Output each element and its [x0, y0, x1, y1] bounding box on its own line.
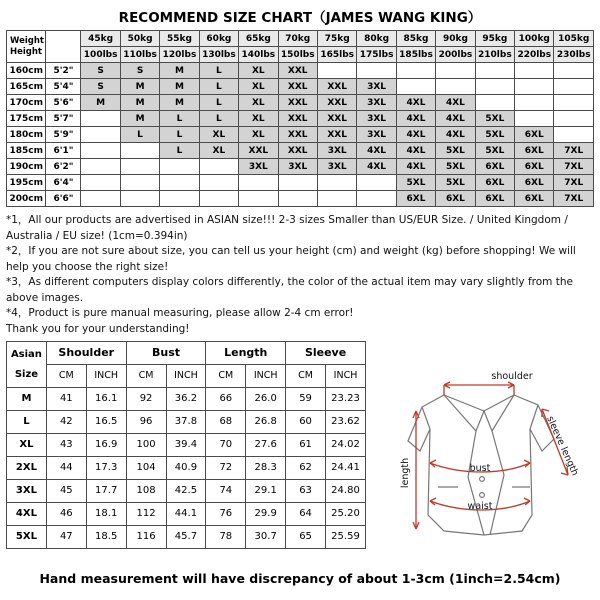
- measure-value: 43: [46, 434, 86, 457]
- size-cell: XXL: [317, 79, 356, 95]
- height-ft-3: 5'7": [46, 111, 81, 127]
- table-row: [7, 63, 594, 79]
- size-cell: 4XL: [436, 95, 475, 111]
- measure-unit-6: CM: [286, 365, 326, 388]
- measure-value: 60: [286, 411, 326, 434]
- size-cell: [199, 191, 238, 207]
- measure-value: 59: [286, 388, 326, 411]
- measure-unit-5: INCH: [246, 365, 286, 388]
- size-cell: [396, 63, 435, 79]
- measure-value: 29.9: [246, 503, 286, 526]
- size-cell: 4XL: [396, 159, 435, 175]
- size-cell: [81, 143, 120, 159]
- size-cell: L: [160, 127, 199, 143]
- size-cell: S: [120, 63, 159, 79]
- size-cell: [554, 63, 594, 79]
- size-cell: 6XL: [475, 175, 514, 191]
- size-cell: L: [199, 79, 238, 95]
- size-cell: 4XL: [396, 127, 435, 143]
- measure-group-2: Length: [206, 342, 286, 365]
- corner-height-label: Height: [10, 46, 42, 57]
- corner-header: [7, 31, 46, 63]
- measure-value: 27.6: [246, 434, 286, 457]
- measure-size: 3XL: [7, 480, 47, 503]
- measure-value: 45.7: [166, 526, 206, 549]
- size-cell: 3XL: [357, 79, 396, 95]
- size-cell: XL: [239, 95, 278, 111]
- size-cell: [317, 175, 356, 191]
- measure-value: 23.62: [326, 411, 366, 434]
- measure-value: 46: [46, 503, 86, 526]
- measure-value: 42: [46, 411, 86, 434]
- size-cell: 3XL: [317, 159, 356, 175]
- table-row: [7, 111, 594, 127]
- size-cell: M: [160, 63, 199, 79]
- weights-kg-row: [7, 31, 594, 47]
- measure-size: M: [7, 388, 47, 411]
- table-row: [7, 143, 594, 159]
- size-cell: 3XL: [357, 111, 396, 127]
- size-cell: 5XL: [436, 175, 475, 191]
- measure-value: 44.1: [166, 503, 206, 526]
- size-cell: S: [81, 79, 120, 95]
- measure-unit-0: CM: [46, 365, 86, 388]
- measure-value: 24.02: [326, 434, 366, 457]
- measure-group-0: Shoulder: [46, 342, 126, 365]
- note-thanks: Thank you for your understanding!: [6, 322, 190, 335]
- height-cm-6: 190cm: [7, 159, 46, 175]
- height-ft-0: 5'2": [46, 63, 81, 79]
- size-cell: 4XL: [396, 111, 435, 127]
- size-cell: M: [120, 79, 159, 95]
- diagram-length-label: length: [400, 457, 411, 489]
- weight-kg-6: 75kg: [317, 31, 356, 47]
- measure-value: 28.3: [246, 457, 286, 480]
- size-cell: XL: [239, 127, 278, 143]
- measure-value: 26.0: [246, 388, 286, 411]
- measure-value: 116: [126, 526, 166, 549]
- size-cell: [120, 159, 159, 175]
- measure-value: 100: [126, 434, 166, 457]
- size-cell: M: [160, 95, 199, 111]
- height-cm-4: 180cm: [7, 127, 46, 143]
- size-cell: 7XL: [554, 191, 594, 207]
- measure-unit-1: INCH: [86, 365, 126, 388]
- size-cell: [357, 191, 396, 207]
- size-cell: [120, 191, 159, 207]
- footer-note: Hand measurement will have discrepancy of about 1-3cm (1inch=2.54cm): [39, 571, 561, 586]
- note-3: *3，As different computers display colors differently, the color of the actual item may vary slightly from the above images.: [6, 276, 573, 304]
- weight-lbs-5: 150lbs: [278, 47, 317, 63]
- weight-lbs-7: 175lbs: [357, 47, 396, 63]
- recommend-size-table: [6, 30, 594, 207]
- size-table-body: [7, 31, 594, 207]
- measure-value: 68: [206, 411, 246, 434]
- page-title: RECOMMEND SIZE CHART（JAMES WANG KING）: [118, 10, 482, 26]
- height-ft-6: 6'2": [46, 159, 81, 175]
- measure-unit-4: CM: [206, 365, 246, 388]
- size-cell: L: [120, 127, 159, 143]
- size-cell: [81, 159, 120, 175]
- measure-value: 36.2: [166, 388, 206, 411]
- size-cell: XL: [239, 63, 278, 79]
- height-ft-1: 5'4": [46, 79, 81, 95]
- size-cell: 5XL: [396, 175, 435, 191]
- size-cell: L: [199, 111, 238, 127]
- size-cell: 6XL: [515, 191, 554, 207]
- size-cell: 6XL: [396, 191, 435, 207]
- size-cell: [278, 191, 317, 207]
- measure-group-3: Sleeve: [286, 342, 366, 365]
- size-cell: [475, 95, 514, 111]
- size-cell: S: [81, 63, 120, 79]
- size-cell: M: [120, 111, 159, 127]
- measure-value: 24.80: [326, 480, 366, 503]
- measure-value: 108: [126, 480, 166, 503]
- size-cell: 4XL: [396, 95, 435, 111]
- size-cell: 6XL: [515, 143, 554, 159]
- size-cell: 3XL: [278, 159, 317, 175]
- measure-size: XL: [7, 434, 47, 457]
- note-4: *4，Product is pure manual measuring, please allow 2-4 cm error!: [6, 307, 354, 319]
- table-row: [7, 503, 366, 526]
- measure-value: 18.1: [86, 503, 126, 526]
- table-row: [7, 175, 594, 191]
- size-cell: 4XL: [436, 111, 475, 127]
- diagram-sleeve-label: sleeve length: [544, 414, 581, 478]
- measure-value: 65: [286, 526, 326, 549]
- asian-size-header: Asian Size: [7, 342, 47, 388]
- size-cell: [160, 175, 199, 191]
- measure-value: 40.9: [166, 457, 206, 480]
- measure-value: 18.5: [86, 526, 126, 549]
- measure-value: 25.59: [326, 526, 366, 549]
- table-row: [7, 79, 594, 95]
- measure-value: 78: [206, 526, 246, 549]
- size-cell: 6XL: [515, 159, 554, 175]
- size-cell: XXL: [317, 95, 356, 111]
- size-cell: 7XL: [554, 159, 594, 175]
- table-row: [7, 411, 366, 434]
- weights-lbs-row: [7, 47, 594, 63]
- measure-value: 44: [46, 457, 86, 480]
- size-cell: [475, 79, 514, 95]
- size-cell: 7XL: [554, 175, 594, 191]
- size-cell: [554, 127, 594, 143]
- measure-size: 4XL: [7, 503, 47, 526]
- height-ft-8: 6'6": [46, 191, 81, 207]
- measure-value: 64: [286, 503, 326, 526]
- size-cell: XXL: [278, 143, 317, 159]
- size-cell: 6XL: [436, 191, 475, 207]
- size-cell: M: [120, 95, 159, 111]
- measure-value: 70: [206, 434, 246, 457]
- height-ft-4: 5'9": [46, 127, 81, 143]
- size-cell: [515, 111, 554, 127]
- size-cell: [199, 175, 238, 191]
- measure-value: 16.5: [86, 411, 126, 434]
- weight-kg-11: 100kg: [515, 31, 554, 47]
- measure-value: 66: [206, 388, 246, 411]
- size-cell: XXL: [278, 79, 317, 95]
- measure-value: 63: [286, 480, 326, 503]
- measure-value: 37.8: [166, 411, 206, 434]
- height-cm-0: 160cm: [7, 63, 46, 79]
- measurement-table: [6, 341, 366, 549]
- weight-lbs-1: 110lbs: [120, 47, 159, 63]
- weight-kg-9: 90kg: [436, 31, 475, 47]
- measure-value: 47: [46, 526, 86, 549]
- size-cell: [239, 191, 278, 207]
- size-cell: [81, 127, 120, 143]
- size-cell: 5XL: [436, 143, 475, 159]
- weight-kg-8: 85kg: [396, 31, 435, 47]
- lower-section: [6, 341, 594, 565]
- table-row: [7, 388, 366, 411]
- size-cell: [554, 95, 594, 111]
- weight-kg-12: 105kg: [554, 31, 594, 47]
- corner-weight-label: Weight: [10, 35, 44, 46]
- size-cell: [515, 95, 554, 111]
- weight-kg-1: 50kg: [120, 31, 159, 47]
- measure-size: 5XL: [7, 526, 47, 549]
- size-cell: [120, 143, 159, 159]
- table-row: [7, 127, 594, 143]
- measure-unit-3: INCH: [166, 365, 206, 388]
- measure-value: 62: [286, 457, 326, 480]
- weight-kg-2: 55kg: [160, 31, 199, 47]
- size-cell: 6XL: [515, 127, 554, 143]
- height-cm-8: 200cm: [7, 191, 46, 207]
- table-row: [7, 191, 594, 207]
- size-cell: XL: [199, 127, 238, 143]
- table-row: [7, 480, 366, 503]
- size-cell: 6XL: [515, 175, 554, 191]
- measure-value: 39.4: [166, 434, 206, 457]
- height-ft-7: 6'4": [46, 175, 81, 191]
- size-cell: XXL: [317, 127, 356, 143]
- weight-lbs-0: 100lbs: [81, 47, 120, 63]
- height-cm-1: 165cm: [7, 79, 46, 95]
- measure-value: 17.7: [86, 480, 126, 503]
- size-cell: M: [160, 79, 199, 95]
- weight-lbs-9: 200lbs: [436, 47, 475, 63]
- size-cell: 5XL: [475, 143, 514, 159]
- weight-kg-3: 60kg: [199, 31, 238, 47]
- measure-value: 25.20: [326, 503, 366, 526]
- measure-value: 26.8: [246, 411, 286, 434]
- size-cell: [239, 175, 278, 191]
- measure-group-1: Bust: [126, 342, 206, 365]
- size-cell: L: [199, 95, 238, 111]
- weight-kg-4: 65kg: [239, 31, 278, 47]
- measure-value: 76: [206, 503, 246, 526]
- size-cell: [554, 111, 594, 127]
- size-cell: [160, 159, 199, 175]
- measure-value: 61: [286, 434, 326, 457]
- size-cell: 6XL: [475, 191, 514, 207]
- size-cell: 4XL: [357, 159, 396, 175]
- note-1: *1，All our products are advertised in ASIAN size!!! 2-3 sizes Smaller than US/EUR Size. / United Kingdom / Australia / EU size! (1cm=0.394in): [6, 214, 568, 242]
- size-cell: XXL: [278, 111, 317, 127]
- diagram-shoulder-label: shoulder: [491, 371, 533, 382]
- weight-lbs-3: 130lbs: [199, 47, 238, 63]
- size-cell: XL: [199, 143, 238, 159]
- jacket-illustration: [372, 355, 590, 565]
- height-ft-2: 5'6": [46, 95, 81, 111]
- garment-diagram: [372, 355, 590, 565]
- measure-value: 41: [46, 388, 86, 411]
- size-cell: [396, 79, 435, 95]
- measure-size: 2XL: [7, 457, 47, 480]
- measure-value: 17.3: [86, 457, 126, 480]
- note-2: *2，If you are not sure about size, you can tell us your height (cm) and weight (kg) before shopping! We will help you choose the right size!: [6, 245, 576, 273]
- size-cell: XXL: [278, 95, 317, 111]
- weight-kg-10: 95kg: [475, 31, 514, 47]
- size-cell: L: [160, 111, 199, 127]
- size-cell: [120, 175, 159, 191]
- size-cell: [81, 175, 120, 191]
- size-cell: 3XL: [357, 95, 396, 111]
- weight-lbs-8: 185lbs: [396, 47, 435, 63]
- measure-value: 112: [126, 503, 166, 526]
- size-cell: L: [160, 143, 199, 159]
- height-cm-2: 170cm: [7, 95, 46, 111]
- measure-value: 72: [206, 457, 246, 480]
- table-row: [7, 434, 366, 457]
- size-cell: 3XL: [317, 143, 356, 159]
- size-cell: XXL: [278, 63, 317, 79]
- measure-value: 23.23: [326, 388, 366, 411]
- measurement-table-body: [7, 342, 366, 549]
- size-cell: 5XL: [436, 159, 475, 175]
- size-cell: XXL: [317, 111, 356, 127]
- weight-kg-7: 80kg: [357, 31, 396, 47]
- height-ft-5: 6'1": [46, 143, 81, 159]
- size-cell: [81, 111, 120, 127]
- size-cell: XL: [239, 111, 278, 127]
- weight-lbs-6: 165lbs: [317, 47, 356, 63]
- feet-col-header: [46, 31, 81, 63]
- weight-lbs-11: 220lbs: [515, 47, 554, 63]
- weight-lbs-10: 210lbs: [475, 47, 514, 63]
- size-cell: [515, 63, 554, 79]
- size-cell: [199, 159, 238, 175]
- size-cell: 4XL: [396, 143, 435, 159]
- size-cell: XXL: [239, 143, 278, 159]
- measure-value: 24.41: [326, 457, 366, 480]
- size-cell: 4XL: [436, 127, 475, 143]
- measure-value: 30.7: [246, 526, 286, 549]
- measure-unit-row: [7, 365, 366, 388]
- size-cell: 6XL: [475, 159, 514, 175]
- weight-lbs-12: 230lbs: [554, 47, 594, 63]
- size-cell: L: [199, 63, 238, 79]
- height-cm-7: 195cm: [7, 175, 46, 191]
- measure-group-row: [7, 342, 366, 365]
- table-row: [7, 159, 594, 175]
- weight-lbs-4: 140lbs: [239, 47, 278, 63]
- size-cell: [81, 191, 120, 207]
- size-cell: [554, 79, 594, 95]
- measure-value: 104: [126, 457, 166, 480]
- size-cell: [515, 79, 554, 95]
- size-cell: 4XL: [357, 143, 396, 159]
- size-cell: 5XL: [475, 127, 514, 143]
- height-cm-3: 175cm: [7, 111, 46, 127]
- weight-kg-0: 45kg: [81, 31, 120, 47]
- size-cell: 3XL: [239, 159, 278, 175]
- measure-value: 96: [126, 411, 166, 434]
- diagram-waist-label: waist: [467, 501, 493, 512]
- measure-value: 16.1: [86, 388, 126, 411]
- size-cell: XL: [239, 79, 278, 95]
- measure-unit-7: INCH: [326, 365, 366, 388]
- size-cell: [436, 63, 475, 79]
- size-cell: XXL: [278, 127, 317, 143]
- measure-value: 29.1: [246, 480, 286, 503]
- weight-lbs-2: 120lbs: [160, 47, 199, 63]
- size-cell: [160, 191, 199, 207]
- measure-value: 74: [206, 480, 246, 503]
- size-cell: [357, 175, 396, 191]
- size-cell: [317, 191, 356, 207]
- size-cell: [436, 79, 475, 95]
- height-cm-5: 185cm: [7, 143, 46, 159]
- size-cell: [278, 175, 317, 191]
- weight-kg-5: 70kg: [278, 31, 317, 47]
- measure-value: 16.9: [86, 434, 126, 457]
- size-cell: 5XL: [475, 111, 514, 127]
- size-cell: [357, 63, 396, 79]
- measure-value: 42.5: [166, 480, 206, 503]
- notes-block: [6, 213, 594, 337]
- table-row: [7, 526, 366, 549]
- diagram-bust-label: bust: [469, 463, 491, 474]
- size-cell: 7XL: [554, 143, 594, 159]
- size-cell: [475, 63, 514, 79]
- measure-unit-2: CM: [126, 365, 166, 388]
- table-row: [7, 95, 594, 111]
- size-cell: 3XL: [357, 127, 396, 143]
- measure-value: 92: [126, 388, 166, 411]
- table-row: [7, 457, 366, 480]
- measure-value: 45: [46, 480, 86, 503]
- size-cell: [317, 63, 356, 79]
- measure-size: L: [7, 411, 47, 434]
- size-cell: M: [81, 95, 120, 111]
